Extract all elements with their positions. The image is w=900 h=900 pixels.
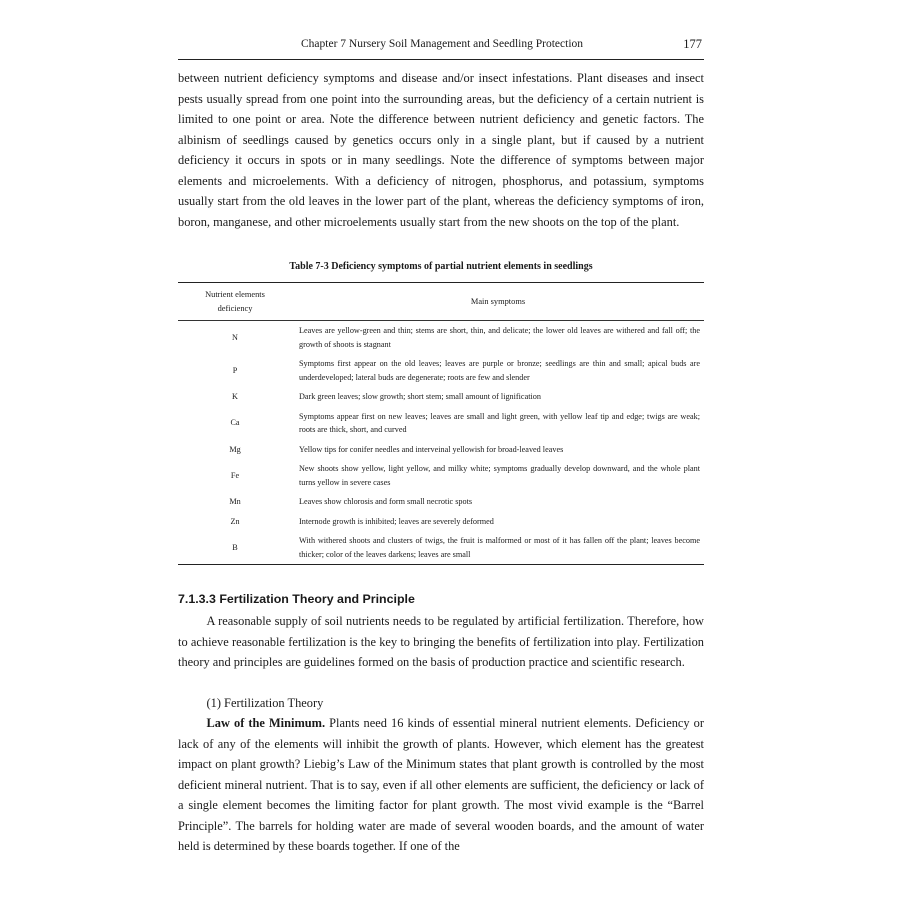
table-caption: Table 7-3 Deficiency symptoms of partial nutrient elements in seedlings: [289, 261, 593, 272]
col-header-element: Nutrient elements deficiency: [178, 283, 292, 321]
section-heading: 7.1.3.3 Fertilization Theory and Principle: [178, 592, 415, 606]
symptom-text: Leaves are yellow-green and thin; stems are short, thin, and delicate; the lower old leaves are withered and fall off; the growth of shoots is stagnant: [299, 326, 700, 349]
table-header-row: [178, 283, 704, 321]
col-header-symptoms: Main symptoms: [292, 283, 704, 321]
law-paragraph: [178, 713, 704, 857]
element-symbol: Fe: [230, 470, 240, 480]
table-row: [178, 459, 704, 492]
page-number: 177: [683, 37, 702, 51]
table-row: [178, 354, 704, 387]
element-symbol: Mg: [229, 444, 241, 454]
element-symbol: K: [232, 392, 238, 401]
table-row: [178, 387, 704, 407]
law-title: Law of the Minimum.: [206, 716, 326, 730]
symptom-text: Yellow tips for conifer needles and interveinal yellowish for broad-leaved leaves: [299, 444, 564, 454]
intro-paragraph: between nutrient deficiency symptoms and disease and/or insect infestations. Plant diseases and insect pests usually spread from one point into the surrounding areas, but the deficiency of a certain nutrient is limited to one point or area. Note the difference between nutrient deficiency and genetic factors. The albinism of seedlings caused by genetics occurs only in a single plant, but if caused by a nutrient deficiency it occurs in spots or in many seedlings. Note the difference of symptoms between major elements and microelements. With a deficiency of nitrogen, phosphorus, and potassium, symptoms usually start from the old leaves in the lower part of the plant, whereas the deficiency symptoms of iron, boron, manganese, and other microelements usually start from the new shoots on the top of the plant.: [178, 71, 704, 229]
subheading: (1) Fertilization Theory: [206, 696, 324, 710]
table-row: [178, 531, 704, 565]
symptom-text: Internode growth is inhibited; leaves are severely deformed: [299, 516, 494, 526]
table-row: [178, 440, 704, 460]
element-symbol: B: [178, 531, 292, 565]
symptom-text: Leaves show chlorosis and form small necrotic spots: [299, 497, 473, 506]
element-symbol: N: [232, 332, 238, 342]
element-symbol: Ca: [230, 418, 240, 428]
table-row: [178, 321, 704, 355]
symptom-text: Dark green leaves; slow growth; short stem; small amount of lignification: [299, 392, 541, 401]
law-text: Plants need 16 kinds of essential mineral nutrient elements. Deficiency or lack of any of the elements will inhibit the growth of plants. However, which element has the greatest impact on plant growth? Liebig’s Law of the Minimum states that plant growth is controlled by the most deficient mineral nutrient. That is to say, even if all other elements are sufficient, the deficiency or lack of a single element becomes the limiting factor for plant growth. The most vivid example is the “Barrel Principle”. The barrels for holding water are made of several wooden boards, and the amount of water held is determined by these boards together. If one of the: [178, 716, 704, 853]
element-symbol: Mn: [229, 497, 241, 506]
symptom-text: With withered shoots and clusters of twigs, the fruit is malformed or most of it has fallen off the plant; leaves become thicker; color of the leaves darkens; leaves are small: [292, 531, 704, 565]
symptom-text: Symptoms first appear on the old leaves; leaves are purple or bronze; seedlings are thin and small; apical buds are underdeveloped; lateral buds are degenerate; roots are few and slender: [299, 359, 700, 382]
element-symbol: P: [232, 365, 238, 375]
fertilization-paragraph: A reasonable supply of soil nutrients needs to be regulated by artificial fertilization. Therefore, how to achieve reasonable fertilization is the key to bringing the benefits of fertilization into play. Fertilization theory and principles are guidelines formed on the basis of production practice and scientific research.: [178, 614, 704, 669]
header-rule: [178, 59, 704, 60]
table-row: [178, 492, 704, 512]
chapter-title: Chapter 7 Nursery Soil Management and Seedling Protection: [301, 38, 584, 50]
element-symbol: Zn: [230, 516, 240, 526]
table-row: [178, 407, 704, 440]
symptom-text: Symptoms appear first on new leaves; leaves are small and light green, with yellow leaf tip and edge; twigs are weak; roots are thick, short, and curved: [299, 411, 700, 434]
deficiency-table: [178, 282, 704, 565]
table-body: [178, 321, 704, 565]
symptom-text: New shoots show yellow, light yellow, and milky white; symptoms gradually develop downward, and the whole plant turns yellow in severe cases: [299, 464, 700, 487]
running-header: [178, 36, 704, 56]
table-row: [178, 512, 704, 532]
